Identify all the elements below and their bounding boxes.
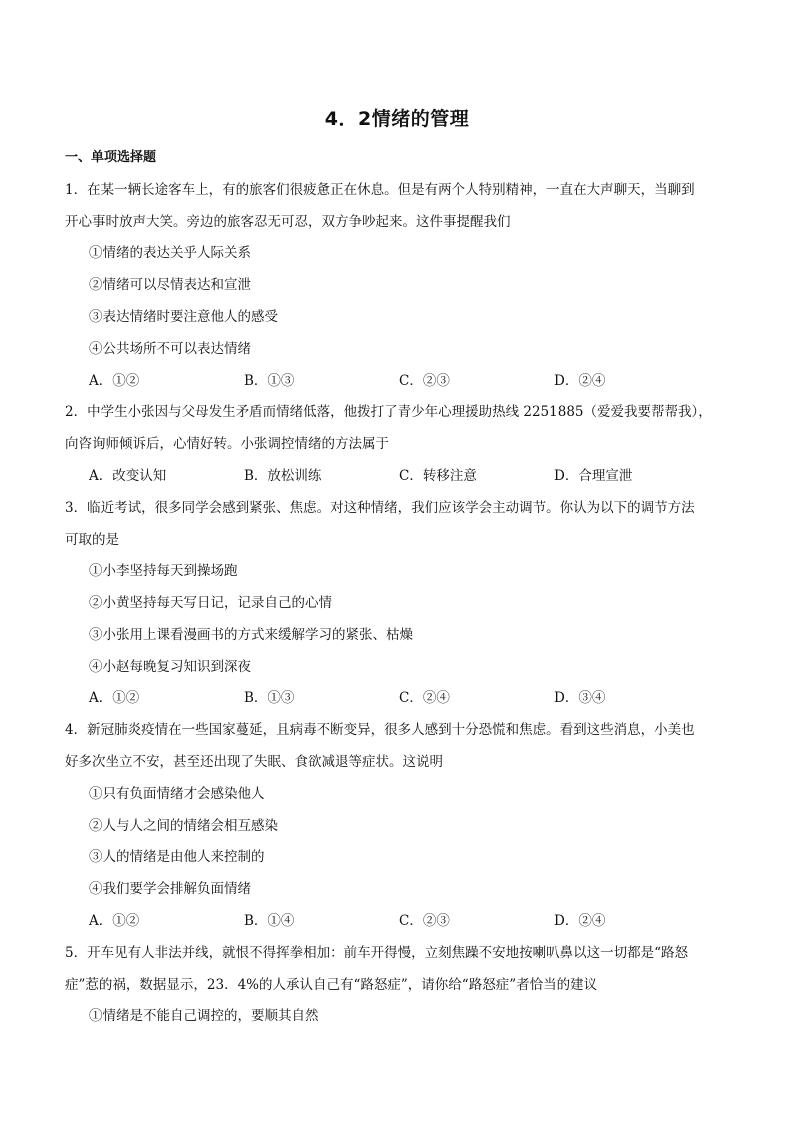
q4-option-a[interactable]: A．①② <box>89 913 140 929</box>
q2-stem-line-1: 2．中学生小张因与父母发生矛盾而情绪低落，他拨打了青少年心理援助热线 2251885（爱爱我要帮帮我）， <box>65 404 712 420</box>
q2-option-b[interactable]: B．放松训练 <box>244 468 322 484</box>
q3-statement-3: ③小张用上课看漫画书的方式来缓解学习的紧张、枯燥 <box>89 627 413 643</box>
q3-stem-line-2: 可取的是 <box>65 532 119 548</box>
q3-statement-4: ④小赵每晚复习知识到深夜 <box>89 659 251 675</box>
q2-option-c[interactable]: C．转移注意 <box>399 468 477 484</box>
q1-stem-line-2: 开心事时放声大笑。旁边的旅客忍无可忍，双方争吵起来。这件事提醒我们 <box>65 214 511 230</box>
q1-options <box>89 369 709 389</box>
q4-statement-4: ④我们要学会排解负面情绪 <box>89 881 251 897</box>
q4-statement-3: ③人的情绪是由他人来控制的 <box>89 849 265 865</box>
q3-options <box>89 686 709 706</box>
q1-option-a[interactable]: A．①② <box>89 373 140 389</box>
q4-option-d[interactable]: D．②④ <box>554 913 606 929</box>
page-title: 4．2情绪的管理 <box>324 108 470 130</box>
q3-stem-line-1: 3．临近考试，很多同学会感到紧张、焦虑。对这种情绪，我们应该学会主动调节。你认为以下的调节方法 <box>65 500 695 516</box>
q2-option-a[interactable]: A．改变认知 <box>89 468 167 484</box>
q1-stem-line-1: 1．在某一辆长途客车上，有的旅客们很疲惫正在休息。但是有两个人特别精神，一直在大声聊天，当聊到 <box>65 182 695 198</box>
q1-option-b[interactable]: B．①③ <box>244 373 295 389</box>
q4-stem-line-1: 4．新冠肺炎疫情在一些国家蔓延，且病毒不断变异，很多人感到十分恐慌和焦虑。看到这些消息，小美也 <box>65 722 695 738</box>
q3-option-c[interactable]: C．②④ <box>399 690 450 706</box>
q3-option-a[interactable]: A．①② <box>89 690 140 706</box>
q4-stem-line-2: 好多次坐立不安，甚至还出现了失眠、食欲减退等症状。这说明 <box>65 754 443 770</box>
q3-statement-2: ②小黄坚持每天写日记，记录自己的心情 <box>89 595 332 611</box>
q5-stem-line-1: 5．开车见有人非法并线，就恨不得挥拳相加：前车开得慢，立刻焦躁不安地按喇叭鼻以这一切都是“路怒 <box>65 945 688 961</box>
q4-statement-2: ②人与人之间的情绪会相互感染 <box>89 818 278 834</box>
q2-stem-line-2: 向咨询师倾诉后，心情好转。小张调控情绪的方法属于 <box>65 436 389 452</box>
q1-statement-4: ④公共场所不可以表达情绪 <box>89 341 251 357</box>
q5-stem-line-2: 症”惹的祸，数据显示，23．4%的人承认自己有“路怒症”，请你给“路怒症”者恰当的建议 <box>65 977 598 993</box>
q3-option-b[interactable]: B．①③ <box>244 690 295 706</box>
q1-statement-3: ③表达情绪时要注意他人的感受 <box>89 309 278 325</box>
q3-statement-1: ①小李坚持每天到操场跑 <box>89 563 238 579</box>
q4-statement-1: ①只有负面情绪才会感染他人 <box>89 786 265 802</box>
q1-option-d[interactable]: D．②④ <box>554 373 606 389</box>
q5-statement-1: ①情绪是不能自己调控的，要顺其自然 <box>89 1008 319 1024</box>
section-heading: 一、单项选择题 <box>65 150 157 165</box>
q1-statement-2: ②情绪可以尽情表达和宣泄 <box>89 277 251 293</box>
q1-statement-1: ①情绪的表达关乎人际关系 <box>89 245 251 261</box>
q2-option-d[interactable]: D．合理宣泄 <box>554 468 633 484</box>
q3-option-d[interactable]: D．③④ <box>554 690 606 706</box>
q1-option-c[interactable]: C．②③ <box>399 373 450 389</box>
q4-option-c[interactable]: C．②③ <box>399 913 450 929</box>
q4-option-b[interactable]: B．①④ <box>244 913 295 929</box>
q4-options <box>89 909 709 929</box>
q2-options <box>89 464 709 484</box>
